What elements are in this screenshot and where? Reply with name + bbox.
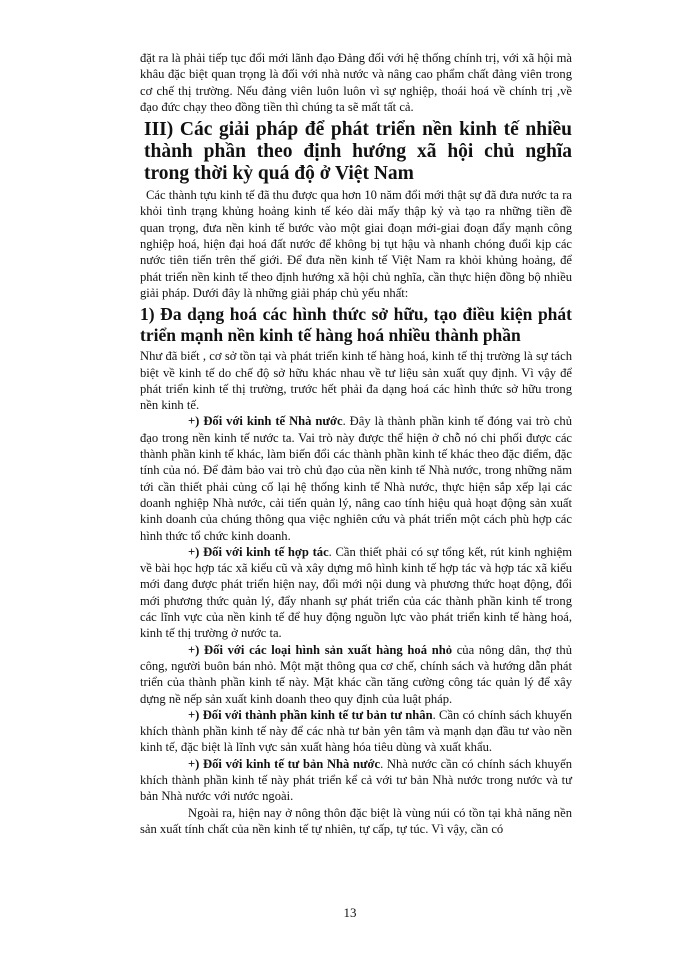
item-small-production-text: của nông dân, thợ thủ công, người buôn bán nhỏ. Một mặt thông qua cơ chế, chính sách và hướng dẫn phát triển của thành phần kinh tế này. Mặt khác cần tăng cường công tác quản lý để xây dựng nề nếp sản xuất kinh doanh theo quy định của luật pháp. (140, 642, 572, 706)
item-cooperative-economy-text: . Cần thiết phải có sự tổng kết, rút kinh nghiệm về bài học hợp tác xã kiểu cũ và xây dựng mô hình kinh tế hợp tác và hợp tác xã kiểu mới đang được phát triển hiện nay, đổi mới nội dung và phương thức hoạt động, đổi mới phương thức quản lý, đẩy nhanh sự phát triển của các thành phần kinh tế trong các lĩnh vực của nền kinh tế để huy động nguồn lực vào phát triển kinh tế hàng hoá, kinh tế thị trường ở nước ta. (140, 544, 572, 641)
page-number: 13 (343, 905, 357, 920)
section-paragraph: Các thành tựu kinh tế đã thu được qua hơn 10 năm đổi mới thật sự đã đưa nước ta ra khỏi tình trạng khủng hoảng kinh tế kéo dài mấy thập kỷ và tạo ra những tiền đề quan trọng, đưa nền kinh tế bước vào một giai đoạn mới-giai đoạn đẩy mạnh công nghiệp hoá, hiện đại hoá đất nước để không bị tụt hậu và nhanh chóng đuổi kịp các nước tiên tiến trên thế giới. Để đưa nền kinh tế Việt Nam ra khỏi khủng hoảng, để phát triển nền kinh tế theo định hướng xã hội chủ nghĩa, cần thực hiện đồng bộ nhiều giải pháp. Dưới đây là những giải pháp chủ yếu nhất: (140, 188, 572, 300)
intro-paragraph: đặt ra là phải tiếp tục đổi mới lãnh đạo Đảng đối với hệ thống chính trị, với xã hội mà khâu đặc biệt quan trọng là đối với nhà nước và nâng cao phẩm chất đảng viên trong cơ chế thị trường. Nếu đảng viên luôn luôn vì sự nghiệp, thoái hoá về chính trị ,về đạo đức chạy theo đồng tiền thì chúng ta sẽ mất tất cả. (140, 51, 572, 114)
item-private-capital-lead: +) Đối với thành phần kinh tế tư bản tư nhân (188, 707, 433, 722)
item-private-capital-text: . Cần có chính sách khuyến khích thành phần kinh tế này để các nhà tư bản yên tâm và mạnh dạn đầu tư vào nền kinh tế, đặc biệt là lĩnh vực sản xuất hàng hóa tiêu dùng và xuất khẩu. (140, 707, 572, 755)
page-body (140, 50, 572, 837)
item-state-economy (140, 413, 572, 543)
section-heading: III) Các giải pháp để phát triển nền kinh tế nhiều thành phần theo định hướng xã hội chủ nghĩa trong thời kỳ quá độ ở Việt Nam (144, 119, 572, 185)
item-state-capitalism-text: . Nhà nước cần có chính sách khuyến khích thành phần kinh tế này phát triển kể cả với tư bản Nhà nước trong nước và tư bản Nhà nước với nước ngoài. (140, 756, 572, 804)
item-state-capitalism-lead: +) Đối với kinh tế tư bản Nhà nước (188, 756, 381, 771)
item-state-economy-text: . Đây là thành phần kinh tế đóng vai trò chủ đạo trong nền kinh tế nước ta. Vai trò này được thể hiện ở chỗ nó chi phối được các thành phần kinh tế khác, làm biến đổi các thành phần kinh tế khác theo đặc điểm, đặc tính của nó. Để đảm bảo vai trò chủ đạo của nền kinh tế Nhà nước, trong những năm tới cần thiết phải củng cố lại hệ thống kinh tế Nhà nước, thực hiện sắp xếp lại các doanh nghiệp Nhà nước, cải tiến quản lý, nâng cao tính hiệu quả hoạt động sản xuất kinh doanh của chúng thông qua việc nghiên cứu và phát triển một cách phù hợp các hình thức tổ chức kinh doanh. (140, 414, 572, 543)
item-small-production (140, 642, 572, 707)
item-cooperative-economy (140, 544, 572, 642)
item-cooperative-economy-lead: +) Đối với kinh tế hợp tác (188, 544, 329, 559)
closing-paragraph: Ngoài ra, hiện nay ở nông thôn đặc biệt là vùng núi có tồn tại khả năng nền sản xuất tính chất của nền kinh tế tự nhiên, tự cấp, tự túc. Vì vậy, cần có (140, 805, 572, 836)
item-state-economy-lead: +) Đối với kinh tế Nhà nước (188, 414, 343, 429)
item-small-production-lead: +) Đối với các loại hình sản xuất hàng hoá nhỏ (188, 642, 452, 657)
item-private-capital (140, 707, 572, 756)
item-state-capitalism (140, 756, 572, 805)
paragraph-ownership: Như đã biết , cơ sở tồn tại và phát triển kinh tế hàng hoá, kinh tế thị trường là sự tách biệt về kinh tế do chế độ sở hữu khác nhau về tư liệu sản xuất quy định. Vì vậy để phát triển kinh tế thị trường, trước hết phải đa dạng hoá các hình thức sở hữu trong nền kinh tế. (140, 349, 572, 413)
subheading-1: 1) Đa dạng hoá các hình thức sở hữu, tạo điều kiện phát triển mạnh nền kinh tế hàng hoá nhiều thành phần (140, 304, 572, 346)
